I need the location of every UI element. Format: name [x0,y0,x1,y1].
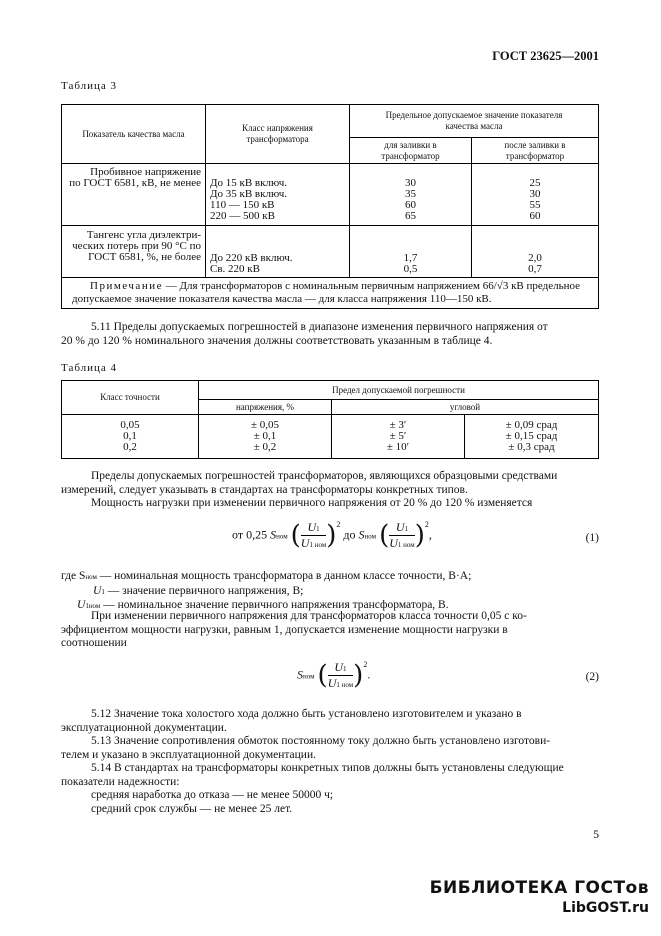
cell-line: 220 — 500 кВ [210,210,275,222]
cell-line: 35 [404,188,416,200]
table4-header-angle: угловой [332,400,599,415]
table3-row2-after [471,226,598,278]
cell-line: 60 [404,199,416,211]
formula-text: , [428,527,432,542]
footer-library-title: БИБЛИОТЕКА ГОСТов [429,878,649,898]
text-line: показатели надежности: [61,775,180,788]
table3-row1-after [471,164,598,226]
table4-angle-minutes [332,415,465,459]
text: — значение первичного напряжения, В; [104,584,304,597]
cell-line: 110 — 150 кВ [210,199,275,211]
text-line: Мощность нагрузки при изменении первичного напряжения от 20 % до 120 % изменяется [91,497,533,509]
formula-symbol: U [307,520,317,534]
cell-line: 2,0 [528,252,542,264]
formula-exponent: 2 [336,520,341,529]
paren-left: ( [290,520,301,551]
text: где S [61,570,86,582]
table3-header-indicator: Показатель качества масла [62,105,206,164]
note-line [72,280,588,293]
cell-line: Пробивное напряжение [90,166,201,178]
formula-subscript: 1 [316,525,320,533]
cell-line: 30 [404,177,416,189]
header-line: для заливки в [384,139,437,150]
text-line: эксплуатационной документации. [61,721,227,734]
symbol: U [77,599,86,611]
subscript: ном [85,573,97,581]
formula-subscript: 1 [343,665,347,673]
paragraph-class-005 [61,610,599,651]
table3-row2-before [350,226,472,278]
cell-line: по ГОСТ 6581, кВ, не менее [69,177,201,189]
cell-line: До 35 кВ включ. [210,188,288,200]
table3-header-limit [350,105,599,138]
cell-line: 65 [404,210,416,222]
cell-line: ± 10′ [386,441,410,453]
paragraph-5-14 [61,762,599,816]
formula-symbol: U [389,536,398,550]
formula-exponent: 2 [424,520,429,529]
text-line: Пределы допускаемых погрешностей трансформаторов, являющихся образцовыми средствами [91,470,558,482]
header-line: трансформатора [246,134,309,144]
table3-header-voltage-class [206,105,350,164]
header-line: после заливки в [504,139,566,150]
table3-row1-name [62,164,206,226]
formula-fraction [301,520,326,551]
formula-symbol: U [334,660,344,674]
paragraph-5-11 [61,321,599,348]
frac-den [328,676,353,691]
footer-site-link[interactable]: LibGOST.ru [562,900,649,916]
cell-line: ± 0,3 срад [508,441,555,453]
equation-number-2: (2) [585,671,599,683]
paragraph-limits [61,470,599,511]
table4-caption: Таблица 4 [61,362,118,374]
equation-number-1: (1) [585,532,599,544]
formula-text: до [343,527,356,542]
formula-1 [232,520,432,551]
text-line: телем и указано в эксплуатационной документации. [61,748,316,761]
cell-line: ± 5′ [389,430,407,442]
text-line: 5.14 В стандартах на трансформаторы конкретных типов должны быть установлены следующие [91,762,564,774]
note-text: — Для трансформаторов с номинальным первичным напряжением 66/√3 кВ предельное [162,280,581,292]
cell-line: 0,2 [123,441,137,453]
cell-line: 55 [529,199,541,211]
table4-voltage [199,415,332,459]
formula-subscript: ном [364,532,377,541]
cell-line: До 220 кВ включ. [210,252,293,264]
formula-subscript: ном [303,672,315,681]
cell-line: 30 [529,188,541,200]
formula-subscript: 1 ном [397,541,415,549]
where-line-2 [61,585,599,600]
where-line-1 [61,570,599,585]
subscript: 1ном [85,602,101,610]
cell-line: 0,5 [403,263,418,275]
frac-num [389,520,414,536]
cell-line: ± 3′ [389,419,407,431]
page-number: 5 [593,829,599,841]
paragraph-5-12 [61,708,599,735]
formula-fraction [328,660,353,691]
cell-line: 0,1 [123,430,137,442]
frac-den [389,536,414,551]
note-line-2: допускаемое значение показателя качества масла — для класса напряжения 110—150 кВ. [72,293,492,305]
paren-right: ) [353,660,364,691]
cell-line: 0,7 [528,263,542,275]
cell-line: ± 0,15 срад [505,430,558,442]
paren-left: ( [317,660,328,691]
header-line: Предельное допускаемое значение показателя [385,110,563,120]
cell-line: 0,05 [120,419,140,431]
table3-row2-classes [206,226,350,278]
table4-classes [62,415,199,459]
text-line: средний срок службы — не менее 25 лет. [91,802,293,815]
paren-right: ) [414,520,425,551]
formula-symbol: S [358,527,365,542]
formula-2 [297,660,370,691]
document-header: ГОСТ 23625—2001 [492,49,599,63]
where-block [61,570,599,614]
formula-symbol: U [327,676,337,690]
frac-den [301,536,326,551]
text: — номинальное значение первичного напряжения трансформатора, В. [100,599,449,611]
table4-header-limit: Предел допускаемой погрешности [199,381,599,400]
formula-subscript: 1 [404,525,409,533]
frac-num [301,520,326,536]
formula-symbol: U [395,520,405,534]
table3-header-after [471,138,598,164]
cell-line: ± 0,05 [250,419,280,431]
formula-subscript: 1 ном [336,681,354,689]
text-line: 5.13 Значение сопротивления обмоток постоянному току должно быть установлено изготови- [91,735,551,747]
table3-header-before [350,138,472,164]
text-line: измерений, следует указывать в стандартах на трансформаторы конкретных типов. [61,483,468,496]
cell-line: ± 0,1 [253,430,277,442]
cell-line: ± 0,09 срад [505,419,558,431]
table3-note [62,278,599,309]
cell-line: 60 [529,210,541,222]
header-line: качества масла [445,121,503,131]
text: — номинальная мощность трансформатора в данном классе точности, В·А; [96,570,472,582]
formula-exponent: 2 [363,660,368,669]
formula-text: . [367,667,371,682]
paren-left: ( [379,520,390,551]
table4-header-voltage: напряжения, % [199,400,332,415]
text-line: средняя наработка до отказа — не менее 50000 ч; [91,789,334,801]
formula-subscript: ном [276,532,288,541]
cell-line: Тангенс угла диэлектри- [86,229,201,241]
text-line: При изменении первичного напряжения для трансформаторов класса точности 0,05 с ко- [91,610,527,622]
text-line: 5.12 Значение тока холостого хода должно быть установлено изготовителем и указано в [91,708,522,720]
text-line: соотношении [61,637,127,649]
cell-line: 25 [529,177,541,189]
cell-line: 1,7 [403,252,418,264]
table3 [61,104,599,309]
header-line: трансформатор [505,150,565,161]
text-line: 20 % до 120 % номинального значения должны соответствовать указанным в таблице 4. [61,334,493,347]
paragraph-5-13 [61,735,599,762]
table4-angle-srad [465,415,599,459]
note-label: Примечание [90,280,163,292]
formula-subscript: 1 ном [309,541,327,549]
symbol: U [93,584,102,597]
formula-symbol: S [297,667,303,682]
cell-line: ческих потерь при 90 °С по [72,240,201,252]
text-line: 5.11 Пределы допускаемых погрешностей в диапазоне изменения первичного напряжения от [91,321,548,333]
header-line: Класс напряжения [242,123,313,133]
formula-text: от 0,25 [232,527,268,542]
table4-header-class: Класс точности [62,381,199,415]
cell-line: Св. 220 кВ [210,263,260,275]
table3-row1-before [350,164,472,226]
cell-line: До 15 кВ включ. [210,177,288,189]
paren-right: ) [326,520,337,551]
formula-fraction [389,520,414,551]
table4 [61,380,599,459]
table3-row1-classes [206,164,350,226]
frac-num [328,660,353,676]
formula-symbol: U [300,536,310,550]
header-line: трансформатор [381,150,440,161]
text-line: эффициентом мощности нагрузки, равным 1, допускается изменение мощности нагрузки в [61,623,508,636]
cell-line: ГОСТ 6581, %, не более [88,251,201,263]
cell-line: ± 0,2 [253,441,277,453]
table3-caption: Таблица 3 [61,80,118,92]
table3-row2-name [62,226,206,278]
formula-symbol: S [270,527,277,542]
subscript: 1 [101,587,105,596]
